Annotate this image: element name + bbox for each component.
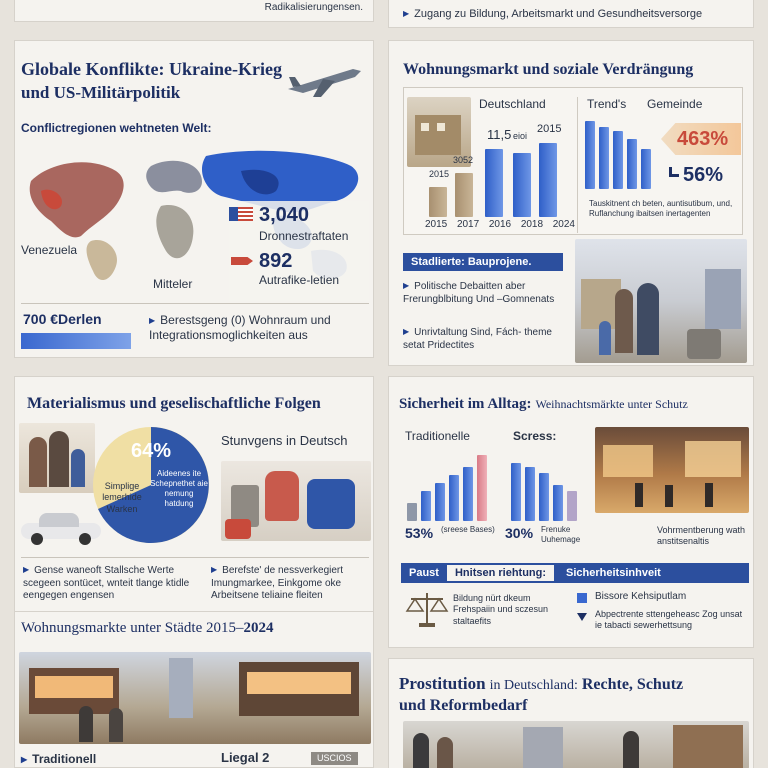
safety-label-trad: Traditionelle	[405, 429, 470, 443]
x-tick-2015: 2015	[425, 219, 448, 230]
scales-icon	[405, 589, 449, 629]
safety-tabs	[401, 563, 749, 583]
x-tick-2024: 2024	[552, 219, 575, 230]
x-tick-2016: 2016	[488, 219, 512, 230]
housing-x-axis	[425, 219, 575, 232]
safety-title-bold: Sicherheit im Alltag:	[399, 396, 532, 412]
pie-text: Aideenes ite Schepnethet aie nemung hatdung	[150, 469, 208, 508]
safety-bar-1-3	[435, 483, 445, 521]
materialism-bullet2: ▶ Berefste' de nessverkegiert Imungmarkee, Einkgome oke Arbeitsene teliaine fleiten	[211, 565, 371, 603]
safety-title-rest: Weihnachtsmärkte unter Schutz	[535, 397, 688, 411]
prostitution-title	[399, 673, 749, 717]
family-street-image	[575, 239, 747, 363]
map-label-venezuela: Venezuela	[21, 243, 78, 257]
top-strip-right-text: ▶ Zugang zu Bildung, Arbeitsmarkt und Gesundheitsversorge	[403, 8, 702, 22]
street-crowd-image	[403, 721, 749, 768]
panel-prostitution	[388, 658, 754, 768]
info-square-icon	[577, 593, 587, 603]
safety-bar-1-5	[463, 467, 473, 521]
housing-bullet2: ▶ Unrivtaltung Sind, Fách- theme setat Pridectites	[403, 327, 573, 352]
conflicts-bottom-bar	[21, 333, 131, 349]
car-icon	[21, 511, 101, 545]
safety-chart-2	[511, 461, 591, 521]
housing-bar-2	[455, 173, 473, 217]
tab-paust[interactable]: Paust	[409, 567, 439, 579]
conflicts-title-line2: und US-Militärpolitik	[21, 83, 181, 102]
top-strip-right	[388, 0, 754, 28]
pie-pct: 64%	[131, 440, 172, 462]
housing-bar-1	[429, 187, 447, 217]
market-stalls-image	[19, 652, 371, 744]
trend-bar-4	[627, 139, 637, 189]
housing-label-2015-mid: 2015	[429, 169, 450, 179]
safety-bar-1-6	[477, 455, 487, 521]
stat1-label: Dronnestraftaten	[259, 229, 349, 243]
housing-stat-desc: Tauskitnent ch beten, auntisutibum, und, Ruflanchung ibaitsen inertagenten	[589, 199, 733, 218]
stat1-value: 3,040	[259, 204, 310, 226]
markets-title-year: 2024	[243, 620, 274, 636]
stat-pct2: 56%	[683, 164, 724, 186]
trend-bar-2	[599, 127, 609, 189]
safety-stat2-value: 30%	[505, 525, 534, 541]
safety-bar-2-1	[511, 463, 521, 521]
markets-bottom-right: USCIOS	[311, 752, 358, 765]
person-figure	[615, 289, 633, 353]
safety-stat1-value: 53%	[405, 525, 434, 541]
prostitution-title-mid: in Deutschland:	[489, 678, 578, 693]
tab-sicherheit[interactable]: Sicherheitsinhveit	[566, 567, 661, 579]
safety-bar-1-4	[449, 475, 459, 521]
panel-safety	[388, 376, 754, 648]
safety-stat2-label: Frenuke Uuhemage	[541, 525, 581, 544]
panel-materialism	[14, 376, 374, 612]
safety-bar-2-5	[567, 491, 577, 521]
safety-bar-1-1	[407, 503, 417, 521]
conflicts-divider	[21, 303, 369, 304]
pie-left-text: Simplige lemerhide Warken	[102, 481, 142, 514]
safety-bar-2-4	[553, 485, 563, 521]
housing-bullet1: ▶ Politische Debaitten aber Frerungblbitung Und –Gomnenats	[403, 281, 573, 306]
markets-title-prefix: Wohnungsmarkte unter Städte 2015–	[21, 620, 244, 636]
safety-img-caption: Vohrmentberung wath anstitsenaltis	[657, 525, 746, 547]
housing-bar-5	[539, 143, 557, 217]
safety-label-scress: Scress:	[513, 429, 557, 443]
housing-bar-3	[485, 149, 503, 217]
safety-left-text: Bildung nürt dkeum Frehspaiin und sczesun staltaefits	[453, 593, 549, 626]
materialism-divider	[21, 557, 369, 558]
down-arrow-icon	[669, 167, 679, 177]
markets-title	[21, 620, 274, 637]
airplane-icon	[283, 61, 365, 101]
housing-label-eioi: eioi	[513, 131, 528, 141]
markets-bottom-left: ▶ Traditionell	[21, 752, 96, 767]
housing-label-deutschland: Deutschland	[479, 97, 546, 111]
christmas-market-image	[595, 427, 749, 513]
panel-markets	[14, 612, 374, 768]
stat2-label: Autrafike-letien	[259, 273, 340, 287]
x-tick-2017: 2017	[456, 219, 480, 230]
conflicts-bottom-value: 700 €Derlen	[23, 311, 102, 327]
housing-bar-4	[513, 153, 531, 217]
top-strip-left	[14, 0, 374, 22]
safety-chart-1	[407, 453, 497, 521]
housing-label-gemeinde: Gemeinde	[647, 97, 703, 111]
panel-global-conflicts	[14, 40, 374, 358]
trend-bar-5	[641, 149, 651, 189]
stat2-value: 892	[259, 250, 293, 272]
markets-bottom-mid: Liegal 2	[221, 750, 270, 765]
conflicts-title-line1: Globale Konflikte: Ukraine-Krieg	[21, 59, 282, 79]
safety-stat1-label: (sreese Bases)	[441, 525, 495, 534]
trend-bar-3	[613, 131, 623, 189]
stat-pct1: 463%	[677, 128, 729, 150]
materialism-right-heading: Stunvgens in Deutsch	[221, 433, 348, 448]
housing-label-3052: 3052	[453, 155, 474, 165]
child-figure	[599, 321, 611, 355]
safety-right-item1: Bissore Kehsiputlam	[595, 591, 687, 602]
top-strip-left-text: Radikalisierungensen.	[264, 2, 363, 13]
housing-label-115: 11,5	[487, 127, 512, 142]
person-figure	[637, 283, 659, 355]
prostitution-title-line2: und Reformbedarf	[399, 696, 528, 714]
map-label-mittel: Mitteler	[153, 277, 193, 291]
us-flag-icon	[229, 207, 253, 221]
x-tick-2018: 2018	[520, 219, 544, 230]
tab-hnitsen[interactable]: Hnitsen riehtung:	[447, 565, 554, 581]
conflicts-bottom-text: ▶ Berestsgeng (0) Wohnraum und Integrationsmoglichkeiten aus	[149, 313, 369, 343]
safety-bar-2-2	[525, 467, 535, 521]
housing-banner: Stadlierte: Bauprojene.	[403, 253, 563, 271]
trend-bar-1	[585, 121, 595, 189]
panel-housing	[388, 40, 754, 366]
map-caption: Conflictregionen wehtneten Welt:	[21, 121, 212, 135]
housing-title: Wohnungsmarkt und soziale Verdrängung	[403, 61, 694, 78]
luggage-image	[221, 461, 371, 541]
materialism-bullet1: ▶ Gense waneoft Stallsche Werte scegeen sontücet, wnteit tlange ktidle eengegen engensen	[23, 565, 199, 603]
safety-title	[399, 395, 688, 413]
shoppers-image	[19, 423, 95, 493]
prostitution-title-bold2: Rechte, Schutz	[581, 676, 684, 693]
safety-right-item2: Abpectrente sttengeheasc Zog unsat ie tabacti sewerhettsung	[595, 609, 743, 631]
housing-bar-chart	[425, 133, 565, 217]
housing-label-trends: Trend's	[587, 97, 627, 111]
housing-label-2015-top: 2015	[537, 123, 562, 135]
safety-bar-1-2	[421, 491, 431, 521]
prostitution-title-bold1: Prostitution	[399, 674, 486, 693]
down-arrow-icon-2	[577, 613, 587, 621]
materialism-title: Materialismus und geselischaftliche Folgen	[27, 395, 321, 412]
safety-bar-2-3	[539, 473, 549, 521]
trend-bar-chart	[585, 119, 661, 189]
